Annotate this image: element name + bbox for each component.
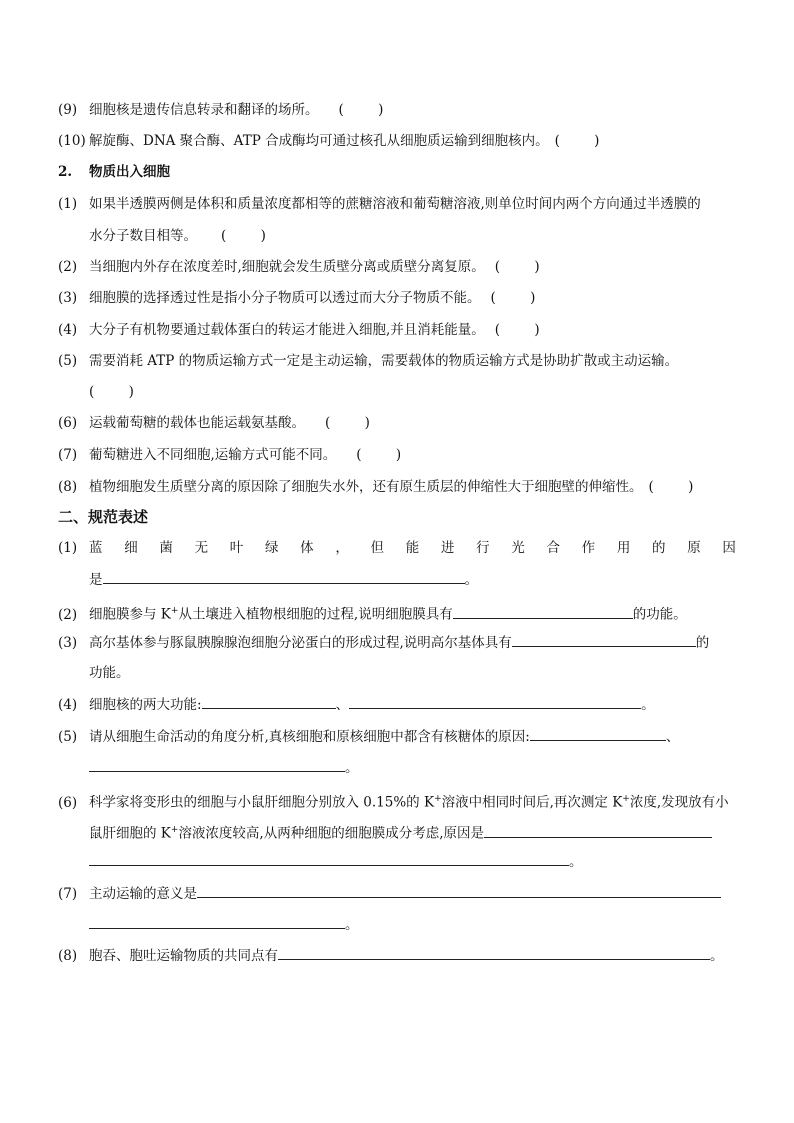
question-number: (1) [58,196,78,212]
superscript: + [622,794,630,804]
spaced-char: ， [335,540,349,556]
question-number: (3) [58,290,78,306]
end-punct: 。 [345,917,359,933]
spaced-char: 菌 [159,540,173,556]
question-text: 如果半透膜两侧是体积和质量浓度都相等的蔗糖溶液和葡萄糖溶液,则单位时间内两个方向通过半透膜的 [89,196,701,212]
answer-parentheses[interactable]: ( ) [494,259,540,275]
answer-blank[interactable] [512,632,696,647]
question-text: 主动运输的意义是 [89,886,197,902]
fill-question-7-cont [89,914,359,935]
question-text: 细胞膜的选择透过性是指小分子物质可以透过而大分子物质不能。 [89,290,481,306]
question-text: 葡萄糖进入不同细胞,运输方式可能不同。 [89,447,337,463]
spaced-question-text [89,538,736,558]
section-number: 2. [58,164,73,180]
end-punct: 。 [569,854,583,870]
spaced-char: 无 [194,540,209,556]
question-text: 科学家将变形虫的细胞与小鼠肝细胞分别放入 0.15%的 K [89,794,435,811]
spaced-char: 光 [511,540,525,556]
section-title: 物质出入细胞 [89,164,170,180]
question-text: 需要消耗 ATP 的物质运输方式一定是主动运输，需要载体的物质运输方式是协助扩散或主动运输。 [89,353,679,369]
question-number: (6) [58,794,78,811]
answer-blank-1[interactable] [530,726,666,741]
answer-parentheses[interactable]: ( ) [325,415,370,431]
question-text: 细胞膜参与 K [89,606,171,623]
question-number: (5) [58,353,78,369]
section-2-heading [58,162,170,182]
question-9 [58,100,383,120]
spaced-char: 的 [652,540,666,556]
answer-blank-2[interactable] [89,757,345,772]
answer-blank-1[interactable] [484,823,712,838]
separator: 、 [665,729,680,745]
question-number: (9) [58,102,78,118]
s2-question-1 [58,194,701,214]
fill-question-6-cont [89,820,712,844]
question-text: 鼠肝细胞的 K [89,825,171,842]
question-text: 浓度,发现放有小 [629,794,729,811]
s2-question-8 [58,477,693,497]
fill-question-6 [58,789,729,813]
answer-parentheses[interactable]: ( ) [221,228,266,244]
question-number: (1) [58,540,78,556]
spaced-char: 叶 [229,540,244,556]
spaced-char: 合 [546,540,560,556]
question-number: (3) [58,635,78,651]
question-text: 高尔基体参与豚鼠胰腺腺泡细胞分泌蛋白的形成过程,说明高尔基体具有 [89,635,512,651]
question-text: 细胞核是遗传信息转录和翻译的场所。 [89,102,319,118]
s2-question-4 [58,320,540,340]
question-text: 大分子有机物要通过载体蛋白的转运才能进入细胞,并且消耗能量。 [89,322,485,338]
question-text: 功能。 [89,665,130,681]
question-text: 水分子数目相等。 [89,228,197,244]
question-text: 细胞核的两大功能: [89,697,202,713]
end-punct: 。 [464,572,478,588]
fill-question-8 [58,945,724,966]
superscript: + [434,794,442,804]
fill-question-6-cont2 [89,851,583,872]
answer-blank-2[interactable] [89,851,569,866]
question-number: (7) [58,447,78,463]
fill-question-7 [58,883,721,904]
spaced-char: 进 [440,540,455,556]
s2-question-1-cont [89,226,266,246]
answer-blank-2[interactable] [349,694,641,709]
question-text: 植物细胞发生质壁分离的原因除了细胞失水外，还有原生质层的伸缩性大于细胞壁的伸缩性。 [89,479,643,495]
answer-parentheses[interactable]: ( ) [554,133,600,149]
spaced-char: 绿 [264,540,279,556]
fill-question-3 [58,632,709,653]
answer-blank-2[interactable] [89,914,345,929]
fill-question-3-cont [89,663,130,683]
s2-question-6 [58,413,370,433]
question-text: 溶液中相同时间后,再次测定 K [441,794,623,811]
question-text: 运载葡萄糖的载体也能运载氨基酸。 [89,415,305,431]
question-text: 的 [695,635,710,651]
question-number: (2) [58,259,78,275]
question-number: (8) [58,479,78,495]
answer-blank-1[interactable] [202,694,336,709]
answer-parentheses[interactable]: ( ) [89,384,134,400]
question-number: (10) [58,133,86,149]
fill-question-5 [58,726,679,747]
fill-question-4 [58,694,655,715]
s2-question-2 [58,257,540,277]
question-text: 是 [89,572,103,588]
fill-question-1 [58,538,736,558]
s2-question-5-cont [89,382,134,402]
answer-blank[interactable] [103,569,465,584]
question-number: (4) [58,697,78,713]
question-10 [58,131,599,151]
spaced-char: 能 [405,540,420,556]
end-punct: 。 [710,948,724,964]
question-number: (2) [58,606,78,623]
question-text: 溶液浓度较高,从两种细胞的细胞膜成分考虑,原因是 [178,825,485,842]
question-text: 解旋酶、DNA 聚合酶、ATP 合成酶均可通过核孔从细胞质运输到细胞核内。 [89,133,549,149]
spaced-char: 作 [581,540,596,556]
end-punct: 。 [641,697,655,713]
spaced-char: 但 [370,540,384,556]
question-text: 请从细胞生命活动的角度分析,真核细胞和原核细胞中都含有核糖体的原因: [89,729,530,745]
answer-parentheses[interactable]: ( ) [356,447,402,463]
question-number: (6) [58,415,78,431]
fill-question-5-cont [89,757,359,778]
answer-blank[interactable] [278,945,710,960]
s2-question-7 [58,445,401,465]
spaced-char: 蓝 [89,540,103,556]
question-number: (7) [58,886,78,902]
question-text: 从土壤进入植物根细胞的过程,说明细胞膜具有 [178,606,453,623]
question-text: 当细胞内外存在浓度差时,细胞就会发生质壁分离或质壁分离复原。 [89,259,485,275]
question-number: (8) [58,948,78,964]
s2-question-3 [58,288,535,308]
end-punct: 。 [345,760,359,776]
superscript: + [170,606,179,616]
fill-question-1-cont [89,569,478,590]
answer-blank-1[interactable] [197,883,721,898]
answer-blank[interactable] [453,604,633,619]
superscript: + [170,825,179,835]
spaced-char: 因 [722,540,736,556]
question-text: 的功能。 [632,606,687,623]
fill-question-2 [58,601,687,625]
separator: 、 [335,697,350,713]
answer-parentheses[interactable]: ( ) [648,479,694,495]
spaced-char: 原 [687,540,701,556]
spaced-char: 细 [124,540,138,556]
answer-parentheses[interactable]: ( ) [494,322,540,338]
question-number: (5) [58,729,78,745]
spaced-char: 行 [476,540,490,556]
question-number: (4) [58,322,78,338]
part-2-heading: 二、规范表述 [58,508,149,526]
spaced-char: 用 [616,540,631,556]
s2-question-5 [58,351,678,371]
answer-parentheses[interactable]: ( ) [490,290,536,306]
spaced-char: 体 [300,540,314,556]
question-text: 胞吞、胞吐运输物质的共同点有 [89,948,278,964]
answer-parentheses[interactable]: ( ) [338,102,384,118]
